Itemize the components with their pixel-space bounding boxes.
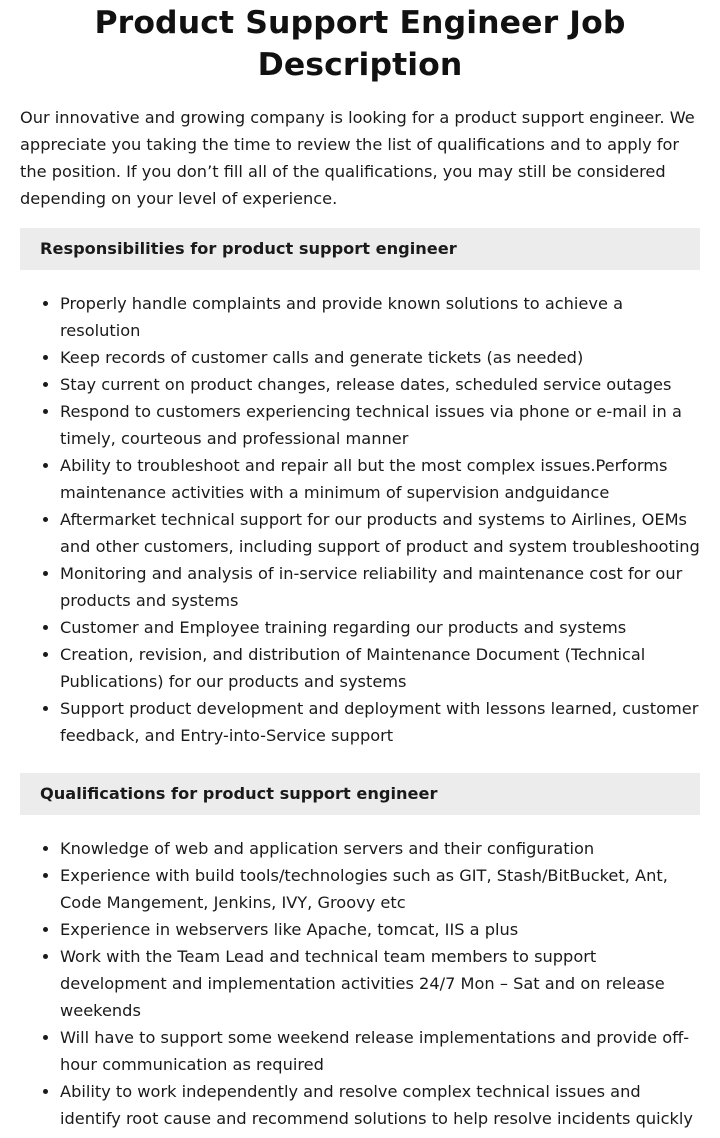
list-item: • Keep records of customer calls and generate tickets (as needed) (60, 344, 700, 371)
page-title: Product Support Engineer Job Description (94, 5, 626, 83)
intro-paragraph: Our innovative and growing company is looking for a product support engineer. We appreciate you taking the time to review the list of qualifications and to apply for the position. If you don’t fill all of the qualifications, you may still be considered depending on your level of experience. (20, 108, 695, 208)
list-item: • Work with the Team Lead and technical team members to support development and implementation activities 24/7 Mon – Sat and on release weekends (60, 943, 700, 1024)
list-item: • Stay current on product changes, release dates, scheduled service outages (60, 371, 700, 398)
list-item: • Knowledge of web and application servers and their configuration (60, 835, 700, 862)
list-item: • Ability to work independently and resolve complex technical issues and identify root cause and recommend solutions to help resolve incidents quickly (60, 1078, 700, 1132)
list-item: • Support product development and deployment with lessons learned, customer feedback, and Entry-into-Service support (60, 695, 700, 749)
responsibilities-list (20, 290, 700, 749)
qualifications-heading: Qualifications for product support engineer (20, 773, 700, 815)
list-item: • Customer and Employee training regarding our products and systems (60, 614, 700, 641)
list-item: • Respond to customers experiencing technical issues via phone or e-mail in a timely, courteous and professional manner (60, 398, 700, 452)
list-item: • Monitoring and analysis of in-service reliability and maintenance cost for our products and systems (60, 560, 700, 614)
list-item: • Will have to support some weekend release implementations and provide off-hour communication as required (60, 1024, 700, 1078)
responsibilities-heading: Responsibilities for product support engineer (20, 228, 700, 270)
list-item: • Experience in webservers like Apache, tomcat, IIS a plus (60, 916, 700, 943)
list-item: • Aftermarket technical support for our products and systems to Airlines, OEMs and other customers, including support of product and system troubleshooting (60, 506, 700, 560)
qualifications-list (20, 835, 700, 1132)
list-item: • Creation, revision, and distribution of Maintenance Document (Technical Publications) for our products and systems (60, 641, 700, 695)
list-item: • Ability to troubleshoot and repair all but the most complex issues.Performs maintenance activities with a minimum of supervision andguidance (60, 452, 700, 506)
list-item: • Experience with build tools/technologies such as GIT, Stash/BitBucket, Ant, Code Mangement, Jenkins, IVY, Groovy etc (60, 862, 700, 916)
list-item: • Properly handle complaints and provide known solutions to achieve a resolution (60, 290, 700, 344)
